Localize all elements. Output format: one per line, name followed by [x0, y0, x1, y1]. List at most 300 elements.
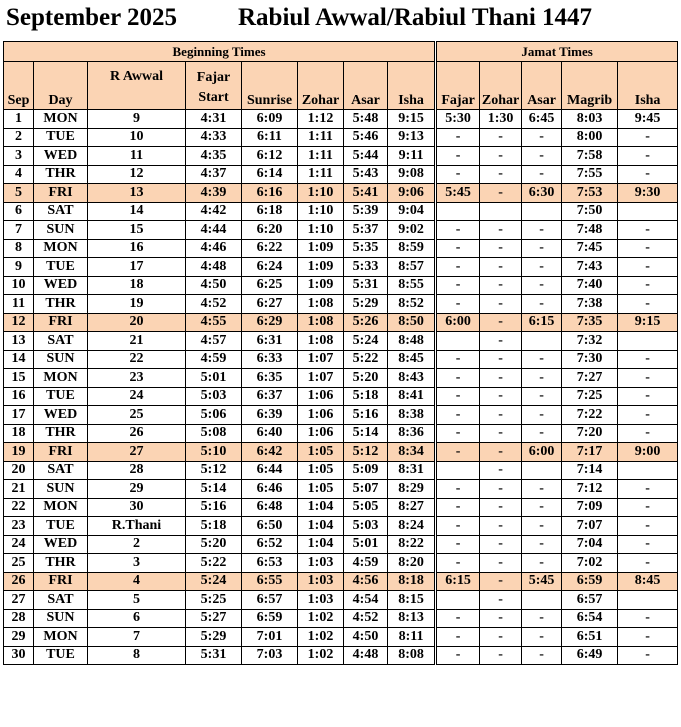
cell-isha: 9:02 — [388, 221, 436, 240]
cell-fajar-start: 5:06 — [186, 406, 242, 425]
cell-sep: 12 — [4, 313, 34, 332]
cell-jamat-magrib: 7:27 — [562, 369, 618, 388]
cell-day: WED — [34, 147, 88, 166]
cell-jamat-isha — [618, 332, 678, 351]
cell-sep: 11 — [4, 295, 34, 314]
cell-jamat-isha: - — [618, 258, 678, 277]
cell-jamat-asar: - — [522, 276, 562, 295]
cell-day: THR — [34, 165, 88, 184]
cell-fajar-start: 4:44 — [186, 221, 242, 240]
cell-zohar: 1:04 — [298, 517, 344, 536]
cell-sunrise: 6:11 — [242, 128, 298, 147]
cell-jamat-magrib: 6:51 — [562, 628, 618, 647]
col-header-jamat-zohar: Zohar — [480, 62, 522, 110]
cell-jamat-isha: - — [618, 165, 678, 184]
cell-asar: 5:07 — [344, 480, 388, 499]
cell-r-awwal: 14 — [88, 202, 186, 221]
cell-fajar-start: 5:14 — [186, 480, 242, 499]
cell-jamat-zohar: - — [480, 295, 522, 314]
cell-isha: 8:59 — [388, 239, 436, 258]
cell-jamat-zohar: - — [480, 313, 522, 332]
cell-day: MON — [34, 369, 88, 388]
cell-sunrise: 6:24 — [242, 258, 298, 277]
cell-day: SUN — [34, 480, 88, 499]
cell-r-awwal: 7 — [88, 628, 186, 647]
table-row — [4, 332, 678, 351]
cell-sep: 29 — [4, 628, 34, 647]
cell-zohar: 1:03 — [298, 572, 344, 591]
cell-jamat-zohar: - — [480, 147, 522, 166]
cell-zohar: 1:10 — [298, 184, 344, 203]
cell-sep: 1 — [4, 110, 34, 129]
cell-fajar-start: 4:33 — [186, 128, 242, 147]
timetable-body — [4, 110, 678, 665]
cell-jamat-isha: 9:45 — [618, 110, 678, 129]
cell-sep: 23 — [4, 517, 34, 536]
cell-jamat-asar: - — [522, 609, 562, 628]
cell-sep: 9 — [4, 258, 34, 277]
cell-jamat-asar: - — [522, 295, 562, 314]
cell-jamat-fajar: - — [436, 128, 480, 147]
cell-isha: 8:50 — [388, 313, 436, 332]
cell-jamat-isha: - — [618, 498, 678, 517]
cell-jamat-magrib: 7:45 — [562, 239, 618, 258]
cell-jamat-fajar: - — [436, 443, 480, 462]
cell-sep: 21 — [4, 480, 34, 499]
table-row — [4, 165, 678, 184]
cell-jamat-zohar: - — [480, 591, 522, 610]
cell-day: SUN — [34, 609, 88, 628]
cell-jamat-fajar: 5:30 — [436, 110, 480, 129]
cell-jamat-magrib: 6:57 — [562, 591, 618, 610]
cell-zohar: 1:09 — [298, 276, 344, 295]
cell-r-awwal: 9 — [88, 110, 186, 129]
cell-fajar-start: 5:24 — [186, 572, 242, 591]
cell-isha: 8:34 — [388, 443, 436, 462]
cell-jamat-zohar: - — [480, 609, 522, 628]
cell-jamat-asar: - — [522, 480, 562, 499]
cell-isha: 8:13 — [388, 609, 436, 628]
cell-isha: 8:31 — [388, 461, 436, 480]
cell-zohar: 1:06 — [298, 424, 344, 443]
cell-fajar-start: 5:22 — [186, 554, 242, 573]
cell-jamat-magrib: 7:30 — [562, 350, 618, 369]
cell-jamat-isha: - — [618, 406, 678, 425]
cell-sunrise: 6:57 — [242, 591, 298, 610]
cell-jamat-isha: - — [618, 609, 678, 628]
cell-day: MON — [34, 110, 88, 129]
cell-sep: 5 — [4, 184, 34, 203]
cell-r-awwal: 20 — [88, 313, 186, 332]
cell-r-awwal: R.Thani — [88, 517, 186, 536]
col-header-asar: Asar — [344, 62, 388, 110]
cell-zohar: 1:07 — [298, 369, 344, 388]
cell-jamat-asar: - — [522, 239, 562, 258]
table-row — [4, 443, 678, 462]
fajar-start-bottom: Start — [198, 90, 229, 105]
cell-sunrise: 6:39 — [242, 406, 298, 425]
cell-zohar: 1:03 — [298, 591, 344, 610]
cell-isha: 8:57 — [388, 258, 436, 277]
cell-asar: 5:48 — [344, 110, 388, 129]
cell-jamat-fajar: - — [436, 498, 480, 517]
cell-asar: 5:35 — [344, 239, 388, 258]
cell-jamat-zohar: - — [480, 369, 522, 388]
cell-jamat-asar: - — [522, 646, 562, 665]
cell-jamat-magrib: 6:49 — [562, 646, 618, 665]
cell-jamat-isha: - — [618, 295, 678, 314]
cell-isha: 9:08 — [388, 165, 436, 184]
cell-asar: 5:12 — [344, 443, 388, 462]
cell-sunrise: 6:20 — [242, 221, 298, 240]
cell-r-awwal: 22 — [88, 350, 186, 369]
col-header-isha: Isha — [388, 62, 436, 110]
cell-r-awwal: 11 — [88, 147, 186, 166]
cell-jamat-fajar — [436, 332, 480, 351]
cell-zohar: 1:11 — [298, 147, 344, 166]
cell-sep: 16 — [4, 387, 34, 406]
table-row — [4, 313, 678, 332]
cell-day: MON — [34, 239, 88, 258]
table-row — [4, 646, 678, 665]
cell-r-awwal: 4 — [88, 572, 186, 591]
cell-r-awwal: 30 — [88, 498, 186, 517]
cell-sep: 19 — [4, 443, 34, 462]
cell-asar: 4:52 — [344, 609, 388, 628]
cell-day: TUE — [34, 258, 88, 277]
cell-jamat-fajar: - — [436, 406, 480, 425]
cell-isha: 8:15 — [388, 591, 436, 610]
table-row — [4, 461, 678, 480]
cell-jamat-asar — [522, 202, 562, 221]
cell-r-awwal: 10 — [88, 128, 186, 147]
cell-jamat-isha: - — [618, 535, 678, 554]
cell-fajar-start: 5:29 — [186, 628, 242, 647]
cell-sunrise: 6:44 — [242, 461, 298, 480]
cell-jamat-magrib: 7:20 — [562, 424, 618, 443]
table-row — [4, 480, 678, 499]
cell-sunrise: 6:53 — [242, 554, 298, 573]
cell-jamat-isha: 9:30 — [618, 184, 678, 203]
cell-day: WED — [34, 276, 88, 295]
table-row — [4, 147, 678, 166]
cell-jamat-magrib: 7:32 — [562, 332, 618, 351]
cell-sep: 4 — [4, 165, 34, 184]
cell-jamat-asar: - — [522, 424, 562, 443]
table-row — [4, 128, 678, 147]
cell-day: SUN — [34, 221, 88, 240]
cell-jamat-asar: - — [522, 165, 562, 184]
cell-sep: 15 — [4, 369, 34, 388]
cell-jamat-fajar: - — [436, 609, 480, 628]
table-row — [4, 572, 678, 591]
cell-sunrise: 6:16 — [242, 184, 298, 203]
table-row — [4, 276, 678, 295]
cell-jamat-fajar: 6:15 — [436, 572, 480, 591]
cell-jamat-zohar: - — [480, 480, 522, 499]
cell-isha: 8:41 — [388, 387, 436, 406]
cell-jamat-zohar: - — [480, 628, 522, 647]
table-row — [4, 609, 678, 628]
col-header-r-awwal: R Awwal — [88, 62, 186, 110]
cell-sunrise: 6:55 — [242, 572, 298, 591]
cell-sunrise: 6:40 — [242, 424, 298, 443]
cell-zohar: 1:08 — [298, 332, 344, 351]
cell-sep: 22 — [4, 498, 34, 517]
cell-r-awwal: 29 — [88, 480, 186, 499]
cell-zohar: 1:04 — [298, 498, 344, 517]
cell-jamat-asar: - — [522, 258, 562, 277]
cell-jamat-fajar: - — [436, 646, 480, 665]
cell-sunrise: 6:35 — [242, 369, 298, 388]
cell-day: SAT — [34, 461, 88, 480]
cell-sunrise: 6:52 — [242, 535, 298, 554]
cell-sunrise: 6:59 — [242, 609, 298, 628]
cell-jamat-isha: - — [618, 387, 678, 406]
cell-fajar-start: 5:08 — [186, 424, 242, 443]
page-title-month: September 2025 — [6, 4, 178, 31]
cell-isha: 8:24 — [388, 517, 436, 536]
table-row — [4, 350, 678, 369]
cell-sep: 25 — [4, 554, 34, 573]
cell-day: FRI — [34, 313, 88, 332]
cell-isha: 9:13 — [388, 128, 436, 147]
cell-jamat-isha: - — [618, 480, 678, 499]
table-row — [4, 184, 678, 203]
cell-zohar: 1:02 — [298, 628, 344, 647]
cell-r-awwal: 21 — [88, 332, 186, 351]
cell-r-awwal: 25 — [88, 406, 186, 425]
group-jamat-times: Jamat Times — [436, 42, 678, 62]
cell-zohar: 1:05 — [298, 443, 344, 462]
cell-sep: 18 — [4, 424, 34, 443]
table-row — [4, 258, 678, 277]
cell-jamat-fajar: 6:00 — [436, 313, 480, 332]
cell-day: THR — [34, 554, 88, 573]
cell-jamat-magrib: 6:54 — [562, 609, 618, 628]
cell-jamat-magrib: 6:59 — [562, 572, 618, 591]
cell-isha: 8:43 — [388, 369, 436, 388]
cell-jamat-fajar: - — [436, 369, 480, 388]
cell-r-awwal: 18 — [88, 276, 186, 295]
cell-jamat-asar: - — [522, 628, 562, 647]
cell-jamat-zohar: - — [480, 535, 522, 554]
fajar-start-top: Fajar — [196, 70, 231, 85]
cell-fajar-start: 4:39 — [186, 184, 242, 203]
cell-day: MON — [34, 498, 88, 517]
cell-r-awwal: 17 — [88, 258, 186, 277]
cell-jamat-magrib: 7:43 — [562, 258, 618, 277]
table-row — [4, 424, 678, 443]
cell-asar: 5:44 — [344, 147, 388, 166]
cell-jamat-zohar: - — [480, 443, 522, 462]
cell-sep: 7 — [4, 221, 34, 240]
cell-fajar-start: 4:37 — [186, 165, 242, 184]
cell-day: MON — [34, 628, 88, 647]
cell-day: WED — [34, 535, 88, 554]
cell-jamat-zohar: - — [480, 350, 522, 369]
cell-asar: 5:29 — [344, 295, 388, 314]
cell-jamat-zohar — [480, 202, 522, 221]
cell-jamat-magrib: 7:55 — [562, 165, 618, 184]
table-row — [4, 628, 678, 647]
cell-jamat-magrib: 7:40 — [562, 276, 618, 295]
cell-jamat-magrib: 7:14 — [562, 461, 618, 480]
cell-day: THR — [34, 424, 88, 443]
table-row — [4, 110, 678, 129]
cell-jamat-asar: 5:45 — [522, 572, 562, 591]
cell-jamat-asar: - — [522, 554, 562, 573]
cell-jamat-asar: - — [522, 221, 562, 240]
cell-isha: 8:18 — [388, 572, 436, 591]
cell-sep: 26 — [4, 572, 34, 591]
cell-fajar-start: 4:57 — [186, 332, 242, 351]
cell-zohar: 1:12 — [298, 110, 344, 129]
cell-jamat-isha: - — [618, 350, 678, 369]
cell-jamat-isha: - — [618, 239, 678, 258]
group-beginning-times: Beginning Times — [4, 42, 436, 62]
cell-jamat-asar: - — [522, 517, 562, 536]
cell-jamat-magrib: 7:17 — [562, 443, 618, 462]
cell-jamat-zohar: - — [480, 165, 522, 184]
cell-jamat-isha: 9:00 — [618, 443, 678, 462]
cell-jamat-zohar: - — [480, 239, 522, 258]
cell-jamat-zohar: - — [480, 517, 522, 536]
cell-fajar-start: 4:31 — [186, 110, 242, 129]
cell-fajar-start: 4:50 — [186, 276, 242, 295]
cell-asar: 5:16 — [344, 406, 388, 425]
cell-sunrise: 6:29 — [242, 313, 298, 332]
cell-sep: 30 — [4, 646, 34, 665]
cell-asar: 5:31 — [344, 276, 388, 295]
cell-jamat-asar: - — [522, 350, 562, 369]
cell-day: FRI — [34, 184, 88, 203]
cell-jamat-isha: - — [618, 128, 678, 147]
cell-fajar-start: 4:55 — [186, 313, 242, 332]
cell-zohar: 1:02 — [298, 609, 344, 628]
cell-jamat-fajar — [436, 202, 480, 221]
cell-jamat-fajar: - — [436, 221, 480, 240]
cell-zohar: 1:05 — [298, 480, 344, 499]
cell-jamat-isha: - — [618, 517, 678, 536]
cell-fajar-start: 5:01 — [186, 369, 242, 388]
cell-jamat-isha: - — [618, 276, 678, 295]
cell-isha: 8:52 — [388, 295, 436, 314]
cell-sep: 13 — [4, 332, 34, 351]
cell-fajar-start: 5:27 — [186, 609, 242, 628]
cell-jamat-magrib: 7:25 — [562, 387, 618, 406]
cell-isha: 8:38 — [388, 406, 436, 425]
cell-isha: 8:29 — [388, 480, 436, 499]
cell-jamat-fajar: - — [436, 517, 480, 536]
cell-asar: 4:48 — [344, 646, 388, 665]
cell-jamat-asar — [522, 591, 562, 610]
cell-fajar-start: 5:16 — [186, 498, 242, 517]
cell-jamat-magrib: 7:12 — [562, 480, 618, 499]
cell-jamat-fajar: - — [436, 258, 480, 277]
col-header-sunrise: Sunrise — [242, 62, 298, 110]
cell-zohar: 1:10 — [298, 202, 344, 221]
cell-jamat-magrib: 8:00 — [562, 128, 618, 147]
cell-asar: 5:33 — [344, 258, 388, 277]
cell-day: THR — [34, 295, 88, 314]
col-header-sep: Sep — [4, 62, 34, 110]
cell-r-awwal: 13 — [88, 184, 186, 203]
cell-r-awwal: 16 — [88, 239, 186, 258]
cell-isha: 8:22 — [388, 535, 436, 554]
cell-zohar: 1:08 — [298, 295, 344, 314]
cell-sep: 2 — [4, 128, 34, 147]
cell-fajar-start: 5:25 — [186, 591, 242, 610]
cell-zohar: 1:07 — [298, 350, 344, 369]
cell-jamat-asar: 6:15 — [522, 313, 562, 332]
cell-day: SAT — [34, 332, 88, 351]
cell-jamat-magrib: 7:22 — [562, 406, 618, 425]
cell-jamat-magrib: 7:04 — [562, 535, 618, 554]
table-row — [4, 554, 678, 573]
cell-asar: 5:22 — [344, 350, 388, 369]
cell-asar: 5:05 — [344, 498, 388, 517]
table-row — [4, 535, 678, 554]
col-header-jamat-magrib: Magrib — [562, 62, 618, 110]
cell-sunrise: 6:48 — [242, 498, 298, 517]
cell-jamat-asar: - — [522, 387, 562, 406]
col-header-jamat-fajar: Fajar — [436, 62, 480, 110]
cell-fajar-start: 5:18 — [186, 517, 242, 536]
cell-day: TUE — [34, 128, 88, 147]
cell-jamat-asar — [522, 461, 562, 480]
cell-jamat-magrib: 7:07 — [562, 517, 618, 536]
cell-sunrise: 6:25 — [242, 276, 298, 295]
cell-jamat-magrib: 7:09 — [562, 498, 618, 517]
cell-jamat-asar: - — [522, 406, 562, 425]
cell-day: WED — [34, 406, 88, 425]
cell-zohar: 1:11 — [298, 128, 344, 147]
cell-jamat-isha: - — [618, 369, 678, 388]
cell-jamat-zohar: - — [480, 332, 522, 351]
cell-sunrise: 6:18 — [242, 202, 298, 221]
cell-isha: 8:20 — [388, 554, 436, 573]
cell-jamat-fajar: 5:45 — [436, 184, 480, 203]
cell-jamat-asar: - — [522, 498, 562, 517]
cell-jamat-isha — [618, 202, 678, 221]
cell-jamat-magrib: 7:53 — [562, 184, 618, 203]
cell-asar: 5:43 — [344, 165, 388, 184]
table-row — [4, 498, 678, 517]
cell-sunrise: 7:03 — [242, 646, 298, 665]
cell-jamat-fajar: - — [436, 276, 480, 295]
cell-isha: 8:36 — [388, 424, 436, 443]
cell-sep: 6 — [4, 202, 34, 221]
cell-isha: 8:08 — [388, 646, 436, 665]
cell-fajar-start: 5:12 — [186, 461, 242, 480]
table-row — [4, 239, 678, 258]
cell-isha: 9:15 — [388, 110, 436, 129]
cell-fajar-start: 4:35 — [186, 147, 242, 166]
cell-r-awwal: 23 — [88, 369, 186, 388]
cell-asar: 4:50 — [344, 628, 388, 647]
cell-asar: 5:26 — [344, 313, 388, 332]
cell-sep: 27 — [4, 591, 34, 610]
cell-r-awwal: 27 — [88, 443, 186, 462]
table-row — [4, 221, 678, 240]
cell-jamat-isha: - — [618, 424, 678, 443]
cell-fajar-start: 4:46 — [186, 239, 242, 258]
cell-jamat-fajar: - — [436, 535, 480, 554]
col-header-jamat-isha: Isha — [618, 62, 678, 110]
cell-r-awwal: 26 — [88, 424, 186, 443]
cell-sunrise: 7:01 — [242, 628, 298, 647]
